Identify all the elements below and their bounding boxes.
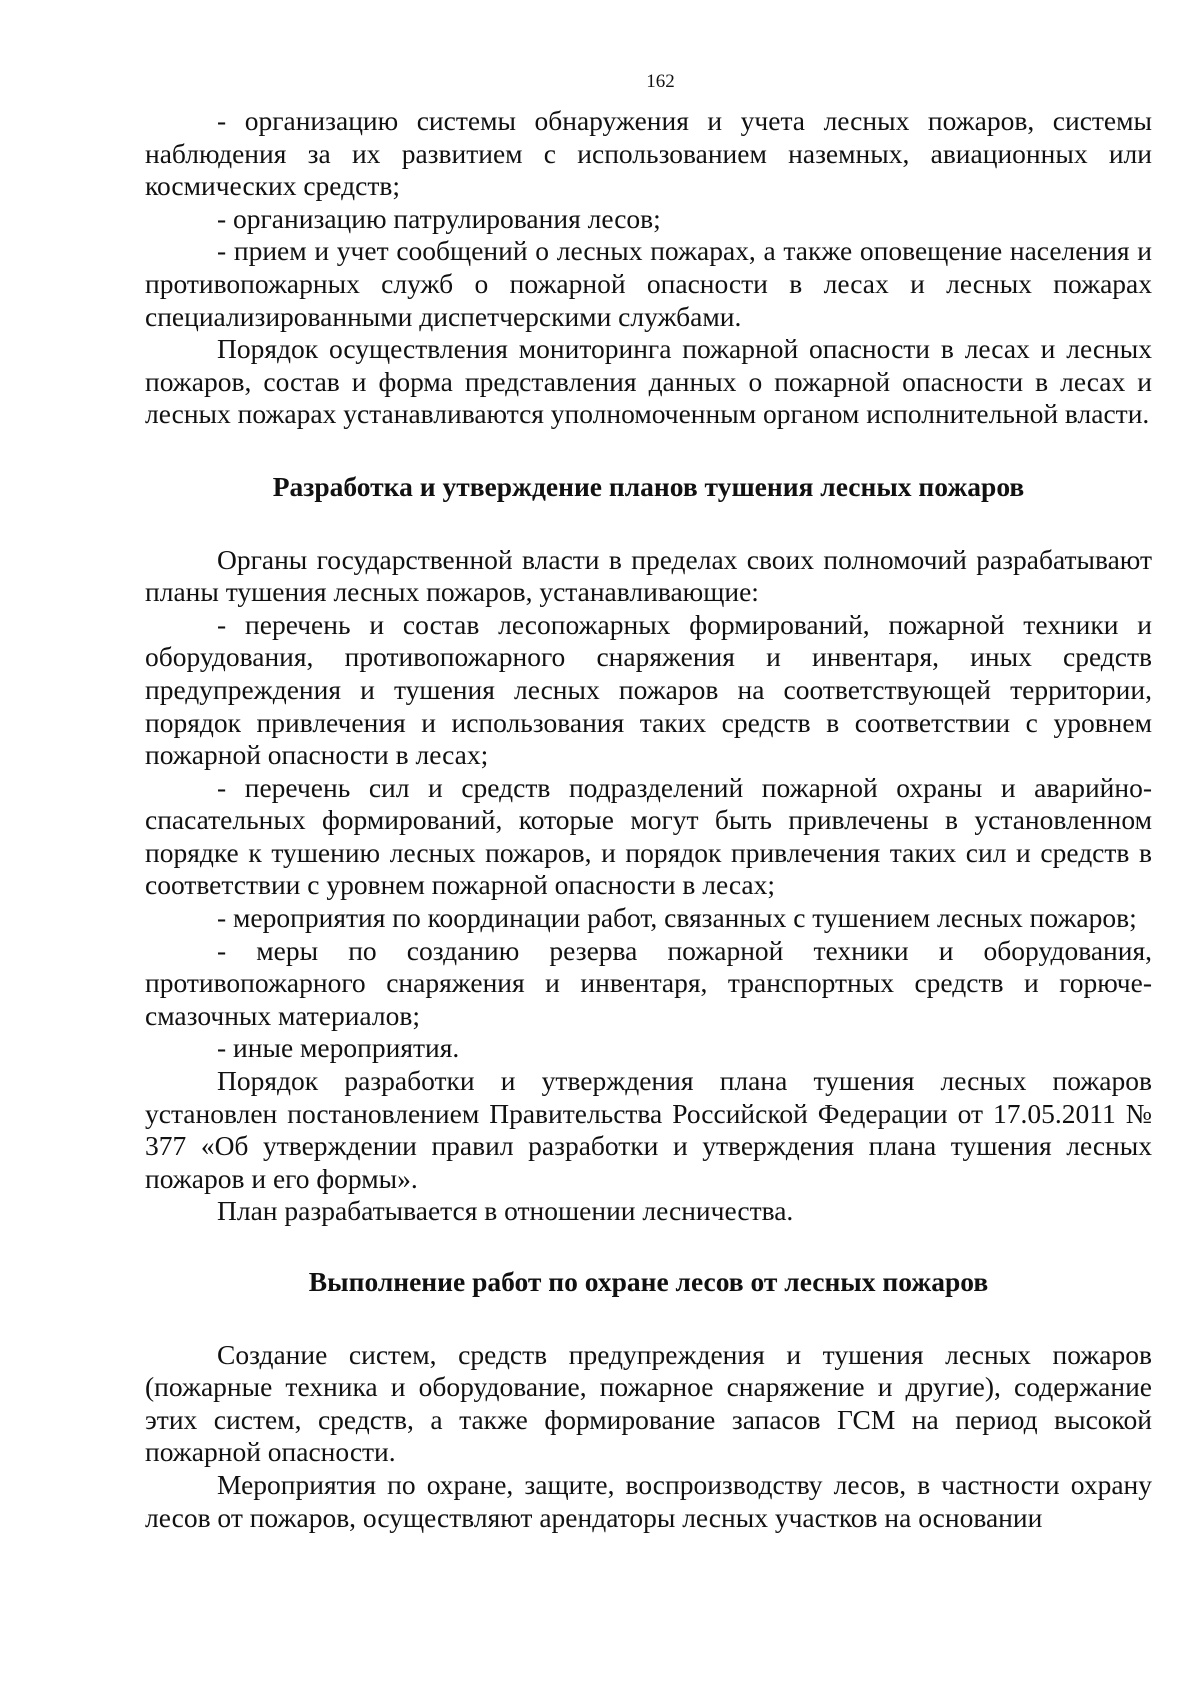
paragraph: Органы государственной власти в пределах своих полномочий разрабатывают планы тушения лесных пожаров, устанавливающие: <box>145 543 1152 608</box>
paragraph: Порядок разработки и утверждения плана тушения лесных пожаров установлен постановлением Правительства Российской Федерации от 17.05.2011 № 377 «Об утверждении правил разработки и утверждения плана тушения лесных пожаров и его формы». <box>145 1065 1152 1194</box>
paragraph: - мероприятия по координации работ, связанных с тушением лесных пожаров; <box>217 902 1137 934</box>
paragraph: - перечень и состав лесопожарных формирований, пожарной техники и оборудования, противопожарного снаряжения и инвентаря, иных средств предупреждения и тушения лесных пожаров на соответствующей территории, порядок привлечения и использования таких средств в соответствии с уровнем пожарной опасности в лесах; <box>145 608 1152 771</box>
page-number: 162 <box>646 71 675 92</box>
document-page <box>145 70 1152 1534</box>
section-monitoring <box>145 105 1152 431</box>
section-heading-works: Выполнение работ по охране лесов от лесных пожаров <box>308 1266 989 1297</box>
paragraph: - организацию патрулирования лесов; <box>217 202 661 234</box>
paragraph: - прием и учет сообщений о лесных пожарах, а также оповещение населения и противопожарных служб о пожарной опасности в лесах и лесных пожарах специализированными диспетчерскими службами. <box>145 235 1152 332</box>
section-plans <box>145 544 1152 1228</box>
paragraph: Порядок осуществления мониторинга пожарной опасности в лесах и лесных пожаров, состав и форма представления данных о пожарной опасности в лесах и лесных пожарах устанавливаются уполномоченным органом исполнительной власти. <box>145 333 1152 430</box>
paragraph: Создание систем, средств предупреждения и тушения лесных пожаров (пожарные техника и оборудование, пожарное снаряжение и другие), содержание этих систем, средств, а также формирование запасов ГСМ на период высокой пожарной опасности. <box>145 1338 1152 1468</box>
paragraph: - меры по созданию резерва пожарной техники и оборудования, противопожарного снаряжения и инвентаря, транспортных средств и горюче-смазочных материалов; <box>145 934 1152 1031</box>
section-works <box>145 1339 1152 1535</box>
paragraph: - перечень сил и средств подразделений пожарной охраны и аварийно-спасательных формирований, которые могут быть привлечены в установленном порядке к тушению лесных пожаров, и порядок привлечения таких сил и средств в соответствии с уровнем пожарной опасности в лесах; <box>145 771 1152 901</box>
paragraph: План разрабатывается в отношении лесничества. <box>217 1195 794 1227</box>
section-heading-plans: Разработка и утверждение планов тушения лесных пожаров <box>272 470 1025 502</box>
paragraph: - организацию системы обнаружения и учета лесных пожаров, системы наблюдения за их развитием с использованием наземных, авиационных или космических средств; <box>145 105 1152 202</box>
paragraph: - иные мероприятия. <box>217 1032 460 1064</box>
paragraph: Мероприятия по охране, защите, воспроизводству лесов, в частности охрану лесов от пожаров, осуществляют арендаторы лесных участков на основании <box>145 1468 1152 1533</box>
